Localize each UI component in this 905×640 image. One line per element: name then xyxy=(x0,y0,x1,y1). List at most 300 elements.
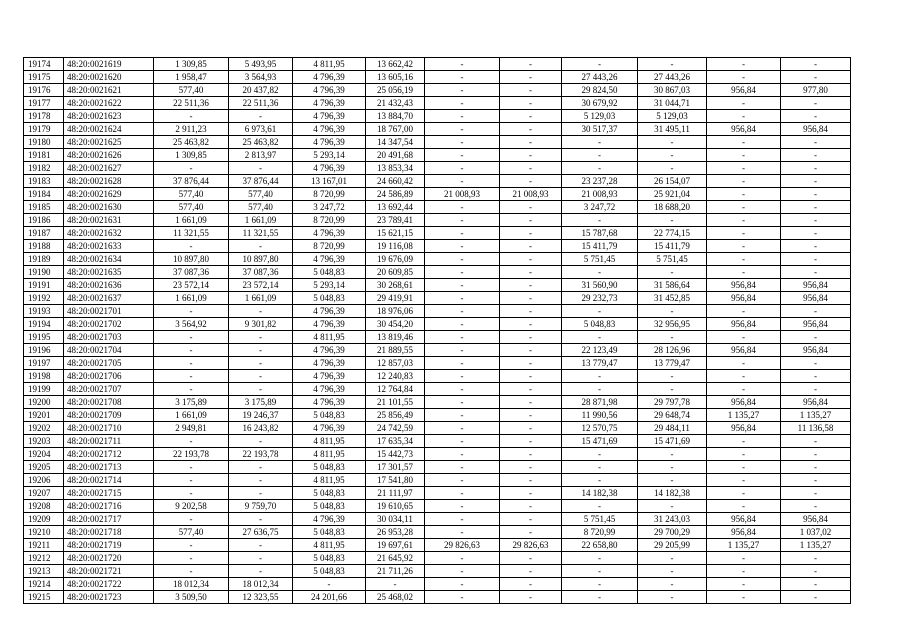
table-row xyxy=(24,149,851,162)
cell-value-col-4: - xyxy=(229,305,293,318)
cell-cadastral-number: 48:20:0021624 xyxy=(64,123,154,136)
cell-row-number: 19182 xyxy=(24,162,64,175)
cell-value-col-9: - xyxy=(562,149,638,162)
cell-value-col-4: 20 437,82 xyxy=(229,84,293,97)
cell-cadastral-number: 48:20:0021713 xyxy=(64,461,154,474)
cell-cadastral-number: 48:20:0021720 xyxy=(64,552,154,565)
cell-value-col-7: - xyxy=(425,110,500,123)
cell-value-col-10: - xyxy=(638,331,707,344)
cell-value-col-8: - xyxy=(500,123,562,136)
cell-value-col-10: - xyxy=(638,448,707,461)
cell-value-col-3: - xyxy=(154,331,229,344)
cell-value-col-5: 4 811,95 xyxy=(293,58,366,71)
table-row xyxy=(24,487,851,500)
cell-value-col-12: 977,80 xyxy=(781,84,851,97)
cell-cadastral-number: 48:20:0021708 xyxy=(64,396,154,409)
table-row xyxy=(24,253,851,266)
cell-value-col-4: 9 759,70 xyxy=(229,500,293,513)
cell-value-col-9: 31 560,90 xyxy=(562,279,638,292)
cell-value-col-11: - xyxy=(707,552,781,565)
cell-value-col-11: - xyxy=(707,188,781,201)
cell-cadastral-number: 48:20:0021719 xyxy=(64,539,154,552)
cell-value-col-7: - xyxy=(425,266,500,279)
cell-value-col-11: 956,84 xyxy=(707,292,781,305)
cell-value-col-4: - xyxy=(229,162,293,175)
cell-cadastral-number: 48:20:0021628 xyxy=(64,175,154,188)
cell-value-col-9: - xyxy=(562,58,638,71)
cell-value-col-8: - xyxy=(500,227,562,240)
cell-value-col-4: 12 323,55 xyxy=(229,591,293,604)
cell-value-col-4: - xyxy=(229,552,293,565)
cell-cadastral-number: 48:20:0021625 xyxy=(64,136,154,149)
cell-value-col-7: - xyxy=(425,448,500,461)
cell-value-col-3: - xyxy=(154,487,229,500)
cell-value-col-12: - xyxy=(781,175,851,188)
cell-cadastral-number: 48:20:0021702 xyxy=(64,318,154,331)
cell-value-col-11: - xyxy=(707,357,781,370)
cell-row-number: 19190 xyxy=(24,266,64,279)
table-row xyxy=(24,370,851,383)
cell-row-number: 19207 xyxy=(24,487,64,500)
cell-value-col-10: - xyxy=(638,162,707,175)
cell-value-col-9: 15 411,79 xyxy=(562,240,638,253)
cell-row-number: 19187 xyxy=(24,227,64,240)
cell-value-col-3: - xyxy=(154,305,229,318)
cell-value-col-9: - xyxy=(562,331,638,344)
cell-value-col-10: - xyxy=(638,591,707,604)
cell-value-col-11: - xyxy=(707,591,781,604)
cell-value-col-10: 31 243,03 xyxy=(638,513,707,526)
cell-cadastral-number: 48:20:0021712 xyxy=(64,448,154,461)
cell-value-col-12: - xyxy=(781,214,851,227)
cell-row-number: 19205 xyxy=(24,461,64,474)
cell-value-col-5: 3 247,72 xyxy=(293,201,366,214)
cell-value-col-4: 1 661,09 xyxy=(229,292,293,305)
cell-value-col-3: 1 958,47 xyxy=(154,71,229,84)
cell-value-col-4: 18 012,34 xyxy=(229,578,293,591)
cell-cadastral-number: 48:20:0021705 xyxy=(64,357,154,370)
cell-value-col-9: 5 129,03 xyxy=(562,110,638,123)
table-row xyxy=(24,84,851,97)
cell-value-col-7: - xyxy=(425,84,500,97)
cell-value-col-12: - xyxy=(781,357,851,370)
cell-value-col-11: - xyxy=(707,240,781,253)
cell-value-col-10: - xyxy=(638,552,707,565)
cell-value-col-10: 5 751,45 xyxy=(638,253,707,266)
table-row xyxy=(24,188,851,201)
cell-value-col-8: - xyxy=(500,357,562,370)
cell-value-col-11: - xyxy=(707,331,781,344)
cell-value-col-10: 29 797,78 xyxy=(638,396,707,409)
cell-value-col-10: 27 443,26 xyxy=(638,71,707,84)
cell-value-col-6: - xyxy=(366,578,425,591)
cell-value-col-12: - xyxy=(781,435,851,448)
cell-value-col-9: - xyxy=(562,370,638,383)
cell-cadastral-number: 48:20:0021622 xyxy=(64,97,154,110)
cell-value-col-12: - xyxy=(781,188,851,201)
cell-value-col-6: 29 419,91 xyxy=(366,292,425,305)
cell-value-col-3: - xyxy=(154,565,229,578)
table-row xyxy=(24,539,851,552)
cell-value-col-8: - xyxy=(500,370,562,383)
cell-value-col-6: 21 101,55 xyxy=(366,396,425,409)
cell-cadastral-number: 48:20:0021701 xyxy=(64,305,154,318)
cell-row-number: 19189 xyxy=(24,253,64,266)
cell-value-col-7: - xyxy=(425,279,500,292)
cell-value-col-5: 4 811,95 xyxy=(293,474,366,487)
cell-value-col-4: - xyxy=(229,357,293,370)
cell-value-col-3: 9 202,58 xyxy=(154,500,229,513)
cell-value-col-7: - xyxy=(425,240,500,253)
cell-value-col-8: - xyxy=(500,409,562,422)
cell-value-col-6: 30 034,11 xyxy=(366,513,425,526)
cell-value-col-3: - xyxy=(154,357,229,370)
cell-cadastral-number: 48:20:0021620 xyxy=(64,71,154,84)
cell-value-col-10: 15 471,69 xyxy=(638,435,707,448)
cell-value-col-6: 14 347,54 xyxy=(366,136,425,149)
cell-row-number: 19178 xyxy=(24,110,64,123)
cell-value-col-10: 15 411,79 xyxy=(638,240,707,253)
cell-value-col-3: 23 572,14 xyxy=(154,279,229,292)
cell-cadastral-number: 48:20:0021707 xyxy=(64,383,154,396)
table-row xyxy=(24,448,851,461)
cell-value-col-8: - xyxy=(500,331,562,344)
cell-value-col-8: - xyxy=(500,383,562,396)
cell-value-col-12: - xyxy=(781,201,851,214)
cell-value-col-3: - xyxy=(154,435,229,448)
cell-value-col-3: 577,40 xyxy=(154,84,229,97)
cell-cadastral-number: 48:20:0021704 xyxy=(64,344,154,357)
cell-value-col-7: - xyxy=(425,578,500,591)
cell-value-col-9: - xyxy=(562,214,638,227)
cell-value-col-5: 5 293,14 xyxy=(293,149,366,162)
cell-value-col-6: 12 240,83 xyxy=(366,370,425,383)
cell-row-number: 19196 xyxy=(24,344,64,357)
cell-value-col-5: 4 796,39 xyxy=(293,84,366,97)
cell-value-col-12: - xyxy=(781,162,851,175)
table-row xyxy=(24,227,851,240)
cell-value-col-4: 11 321,55 xyxy=(229,227,293,240)
cell-cadastral-number: 48:20:0021715 xyxy=(64,487,154,500)
cell-value-col-11: 956,84 xyxy=(707,344,781,357)
cell-value-col-7: - xyxy=(425,149,500,162)
cell-value-col-8: - xyxy=(500,97,562,110)
cell-value-col-8: - xyxy=(500,526,562,539)
cell-value-col-12: 1 135,27 xyxy=(781,539,851,552)
cell-value-col-12: - xyxy=(781,227,851,240)
cell-value-col-9: 15 471,69 xyxy=(562,435,638,448)
cell-row-number: 19202 xyxy=(24,422,64,435)
cell-value-col-8: - xyxy=(500,292,562,305)
cell-value-col-4: - xyxy=(229,240,293,253)
cell-value-col-3: 1 309,85 xyxy=(154,149,229,162)
cell-value-col-9: 8 720,99 xyxy=(562,526,638,539)
cell-value-col-3: - xyxy=(154,162,229,175)
cell-row-number: 19174 xyxy=(24,58,64,71)
cell-row-number: 19213 xyxy=(24,565,64,578)
table-row xyxy=(24,344,851,357)
cell-value-col-7: - xyxy=(425,136,500,149)
cell-value-col-3: 577,40 xyxy=(154,526,229,539)
cell-value-col-12: - xyxy=(781,240,851,253)
cell-value-col-12: 956,84 xyxy=(781,292,851,305)
cell-value-col-6: 26 953,28 xyxy=(366,526,425,539)
cell-value-col-6: 19 116,08 xyxy=(366,240,425,253)
cell-value-col-12: - xyxy=(781,305,851,318)
cell-value-col-4: 577,40 xyxy=(229,201,293,214)
cell-value-col-3: 11 321,55 xyxy=(154,227,229,240)
cell-value-col-12: 956,84 xyxy=(781,344,851,357)
cell-value-col-10: 26 154,07 xyxy=(638,175,707,188)
table-row xyxy=(24,279,851,292)
cell-value-col-9: - xyxy=(562,383,638,396)
cell-value-col-10: 31 495,11 xyxy=(638,123,707,136)
cell-value-col-3: 577,40 xyxy=(154,188,229,201)
cell-value-col-12: - xyxy=(781,266,851,279)
cell-value-col-10: 25 921,04 xyxy=(638,188,707,201)
cell-value-col-4: 3 564,93 xyxy=(229,71,293,84)
cell-value-col-5: 4 796,39 xyxy=(293,318,366,331)
cell-value-col-5: 4 811,95 xyxy=(293,539,366,552)
cell-value-col-8: - xyxy=(500,487,562,500)
cell-value-col-7: - xyxy=(425,409,500,422)
cell-value-col-9: 12 570,75 xyxy=(562,422,638,435)
cell-row-number: 19214 xyxy=(24,578,64,591)
cell-value-col-3: - xyxy=(154,110,229,123)
cell-value-col-8: - xyxy=(500,214,562,227)
cell-value-col-9: 3 247,72 xyxy=(562,201,638,214)
cell-value-col-4: - xyxy=(229,344,293,357)
cell-cadastral-number: 48:20:0021721 xyxy=(64,565,154,578)
cell-value-col-4: - xyxy=(229,435,293,448)
cell-value-col-6: 19 697,61 xyxy=(366,539,425,552)
cell-value-col-8: - xyxy=(500,513,562,526)
cell-value-col-12: - xyxy=(781,370,851,383)
cell-value-col-11: - xyxy=(707,253,781,266)
cell-cadastral-number: 48:20:0021619 xyxy=(64,58,154,71)
cell-value-col-10: 22 774,15 xyxy=(638,227,707,240)
cell-value-col-7: - xyxy=(425,487,500,500)
cell-value-col-12: - xyxy=(781,552,851,565)
cell-value-col-7: - xyxy=(425,383,500,396)
table-row xyxy=(24,565,851,578)
cell-value-col-7: - xyxy=(425,305,500,318)
cell-value-col-5: 4 796,39 xyxy=(293,305,366,318)
cell-value-col-10: - xyxy=(638,578,707,591)
cell-value-col-4: - xyxy=(229,513,293,526)
cell-value-col-10: 31 452,85 xyxy=(638,292,707,305)
cell-cadastral-number: 48:20:0021627 xyxy=(64,162,154,175)
cell-value-col-6: 24 742,59 xyxy=(366,422,425,435)
cell-value-col-10: 29 700,29 xyxy=(638,526,707,539)
cell-cadastral-number: 48:20:0021718 xyxy=(64,526,154,539)
cell-value-col-10: - xyxy=(638,214,707,227)
cell-value-col-7: - xyxy=(425,58,500,71)
cell-value-col-10: 5 129,03 xyxy=(638,110,707,123)
table-row xyxy=(24,409,851,422)
cell-value-col-3: 3 175,89 xyxy=(154,396,229,409)
cell-row-number: 19185 xyxy=(24,201,64,214)
cell-row-number: 19201 xyxy=(24,409,64,422)
cell-value-col-5: 4 796,39 xyxy=(293,370,366,383)
cell-value-col-4: 22 193,78 xyxy=(229,448,293,461)
cell-value-col-5: 4 811,95 xyxy=(293,448,366,461)
cell-value-col-12: - xyxy=(781,253,851,266)
cell-value-col-5: 8 720,99 xyxy=(293,240,366,253)
cell-cadastral-number: 48:20:0021722 xyxy=(64,578,154,591)
cell-value-col-6: 20 609,85 xyxy=(366,266,425,279)
cell-value-col-4: 6 973,61 xyxy=(229,123,293,136)
cell-value-col-3: 18 012,34 xyxy=(154,578,229,591)
cell-value-col-9: - xyxy=(562,552,638,565)
cell-value-col-8: 21 008,93 xyxy=(500,188,562,201)
cell-value-col-5: 5 048,83 xyxy=(293,552,366,565)
cell-value-col-3: - xyxy=(154,383,229,396)
table-row xyxy=(24,214,851,227)
cell-value-col-10: - xyxy=(638,383,707,396)
cell-value-col-3: 3 509,50 xyxy=(154,591,229,604)
cell-value-col-11: 956,84 xyxy=(707,123,781,136)
cell-value-col-7: - xyxy=(425,396,500,409)
cell-value-col-10: - xyxy=(638,370,707,383)
cell-value-col-10: 31 586,64 xyxy=(638,279,707,292)
cell-cadastral-number: 48:20:0021637 xyxy=(64,292,154,305)
cell-value-col-5: 4 796,39 xyxy=(293,110,366,123)
table-row xyxy=(24,240,851,253)
cell-value-col-8: - xyxy=(500,175,562,188)
cell-row-number: 19184 xyxy=(24,188,64,201)
cell-value-col-6: 19 676,09 xyxy=(366,253,425,266)
table-row xyxy=(24,461,851,474)
cell-value-col-6: 25 056,19 xyxy=(366,84,425,97)
cell-value-col-4: 5 493,95 xyxy=(229,58,293,71)
cell-cadastral-number: 48:20:0021632 xyxy=(64,227,154,240)
cell-value-col-12: 956,84 xyxy=(781,513,851,526)
cell-row-number: 19215 xyxy=(24,591,64,604)
cell-value-col-9: 22 123,49 xyxy=(562,344,638,357)
cell-value-col-8: - xyxy=(500,162,562,175)
cell-value-col-11: - xyxy=(707,435,781,448)
table-row xyxy=(24,435,851,448)
cell-cadastral-number: 48:20:0021621 xyxy=(64,84,154,97)
cell-value-col-6: 30 454,20 xyxy=(366,318,425,331)
cell-value-col-11: 956,84 xyxy=(707,84,781,97)
cell-value-col-10: - xyxy=(638,149,707,162)
cell-value-col-4: 10 897,80 xyxy=(229,253,293,266)
table-row xyxy=(24,110,851,123)
data-sheet xyxy=(23,57,851,604)
cell-value-col-9: 5 751,45 xyxy=(562,253,638,266)
cell-value-col-10: 18 688,20 xyxy=(638,201,707,214)
table-row xyxy=(24,175,851,188)
cell-cadastral-number: 48:20:0021717 xyxy=(64,513,154,526)
cell-value-col-6: 13 884,70 xyxy=(366,110,425,123)
cell-value-col-9: 13 779,47 xyxy=(562,357,638,370)
cell-value-col-8: - xyxy=(500,240,562,253)
cell-row-number: 19177 xyxy=(24,97,64,110)
cell-value-col-10: - xyxy=(638,58,707,71)
cell-value-col-6: 15 621,15 xyxy=(366,227,425,240)
cell-value-col-7: - xyxy=(425,214,500,227)
cell-value-col-5: - xyxy=(293,578,366,591)
cell-value-col-5: 5 048,83 xyxy=(293,487,366,500)
cell-value-col-9: - xyxy=(562,448,638,461)
cell-value-col-4: 27 636,75 xyxy=(229,526,293,539)
cell-value-col-5: 5 048,83 xyxy=(293,565,366,578)
cell-value-col-4: - xyxy=(229,370,293,383)
cell-row-number: 19195 xyxy=(24,331,64,344)
cell-value-col-3: 1 661,09 xyxy=(154,214,229,227)
cell-row-number: 19193 xyxy=(24,305,64,318)
cell-value-col-3: - xyxy=(154,370,229,383)
cell-value-col-5: 4 796,39 xyxy=(293,357,366,370)
cell-value-col-7: - xyxy=(425,591,500,604)
cell-value-col-4: - xyxy=(229,110,293,123)
cell-value-col-10: 29 205,99 xyxy=(638,539,707,552)
cell-value-col-8: 29 826,63 xyxy=(500,539,562,552)
cell-row-number: 19206 xyxy=(24,474,64,487)
cell-value-col-4: 16 243,82 xyxy=(229,422,293,435)
cell-value-col-8: - xyxy=(500,58,562,71)
cell-value-col-6: 21 111,97 xyxy=(366,487,425,500)
cell-value-col-4: 3 175,89 xyxy=(229,396,293,409)
table-row xyxy=(24,292,851,305)
table-row xyxy=(24,266,851,279)
cell-value-col-6: 21 645,92 xyxy=(366,552,425,565)
cell-value-col-5: 4 796,39 xyxy=(293,253,366,266)
cell-value-col-8: - xyxy=(500,84,562,97)
table-row xyxy=(24,422,851,435)
cell-value-col-5: 5 048,83 xyxy=(293,461,366,474)
cell-value-col-6: 20 491,68 xyxy=(366,149,425,162)
cell-row-number: 19204 xyxy=(24,448,64,461)
cell-value-col-9: - xyxy=(562,578,638,591)
cell-row-number: 19191 xyxy=(24,279,64,292)
cell-value-col-6: 24 586,89 xyxy=(366,188,425,201)
cell-cadastral-number: 48:20:0021711 xyxy=(64,435,154,448)
cell-value-col-4: 23 572,14 xyxy=(229,279,293,292)
cell-value-col-8: - xyxy=(500,500,562,513)
table-row xyxy=(24,71,851,84)
cell-value-col-6: 17 301,57 xyxy=(366,461,425,474)
cell-value-col-3: 2 911,23 xyxy=(154,123,229,136)
cell-value-col-7: - xyxy=(425,461,500,474)
cell-value-col-9: 5 751,45 xyxy=(562,513,638,526)
cell-value-col-7: - xyxy=(425,331,500,344)
cell-value-col-5: 4 796,39 xyxy=(293,162,366,175)
cell-value-col-8: - xyxy=(500,552,562,565)
cell-row-number: 19175 xyxy=(24,71,64,84)
cell-value-col-7: - xyxy=(425,552,500,565)
cell-row-number: 19192 xyxy=(24,292,64,305)
cell-value-col-12: - xyxy=(781,71,851,84)
cell-value-col-7: - xyxy=(425,71,500,84)
cell-value-col-4: 22 511,36 xyxy=(229,97,293,110)
cell-value-col-3: 37 876,44 xyxy=(154,175,229,188)
cell-value-col-5: 5 048,83 xyxy=(293,526,366,539)
cell-value-col-10: - xyxy=(638,565,707,578)
cell-cadastral-number: 48:20:0021636 xyxy=(64,279,154,292)
cell-value-col-8: - xyxy=(500,266,562,279)
cell-value-col-12: 956,84 xyxy=(781,396,851,409)
cell-value-col-5: 24 201,66 xyxy=(293,591,366,604)
table-row xyxy=(24,552,851,565)
cell-value-col-10: - xyxy=(638,266,707,279)
cell-value-col-6: 18 976,06 xyxy=(366,305,425,318)
cell-value-col-7: - xyxy=(425,318,500,331)
cell-value-col-3: 37 087,36 xyxy=(154,266,229,279)
cell-value-col-7: - xyxy=(425,422,500,435)
